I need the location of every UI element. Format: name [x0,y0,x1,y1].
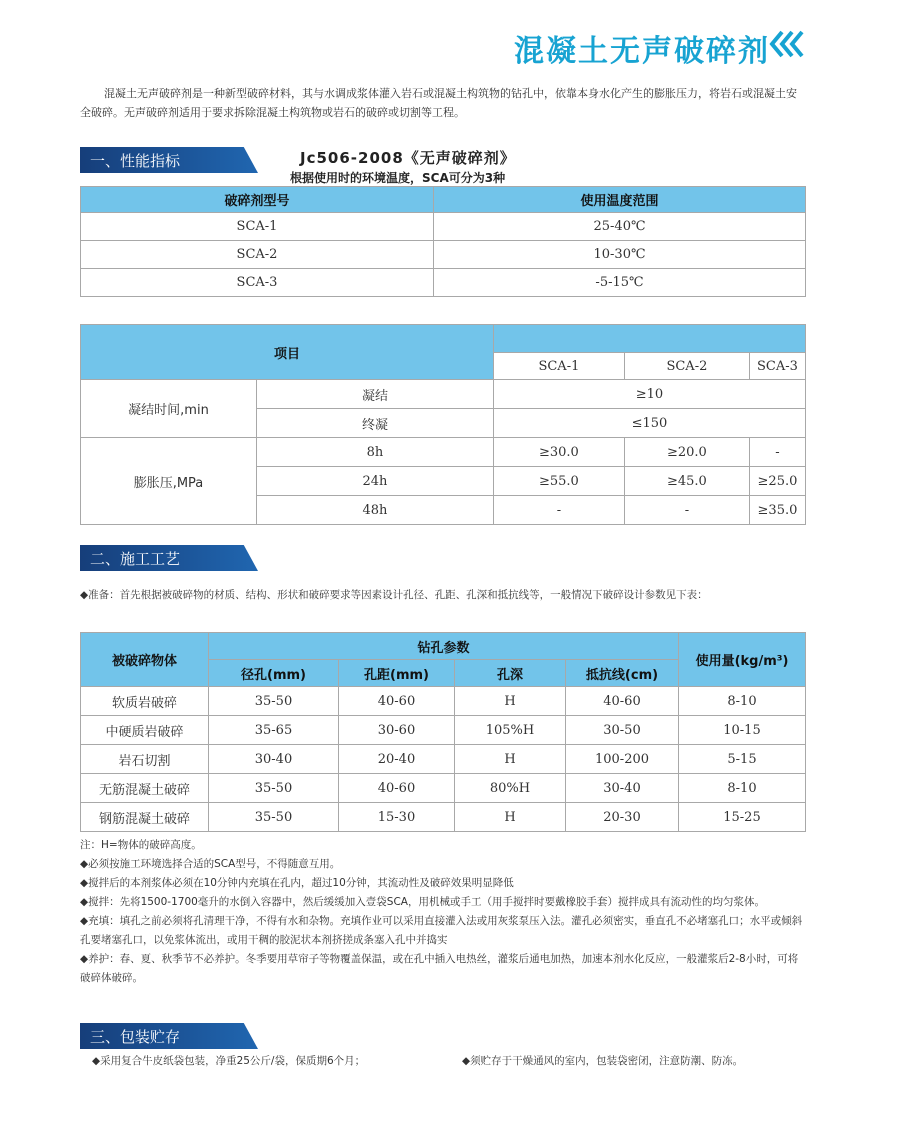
table-cell: H [455,803,566,832]
table-cell: 8-10 [679,774,806,803]
table-cell: 35-50 [209,803,339,832]
table-cell: ≤150 [493,409,805,438]
standard-subtitle: 根据使用时的环境温度，SCA可分为3种 [290,171,506,185]
table-cell: - [749,438,805,467]
table-cell: 30-40 [566,774,679,803]
table-row [81,241,806,269]
table-cell: 5-15 [679,745,806,774]
table-cell: 20-30 [566,803,679,832]
table-header: 孔深 [455,660,566,687]
table-cell: SCA-1 [81,213,434,241]
table-cell: SCA-3 [81,269,434,297]
table-cell: SCA-2 [81,241,434,269]
table-row [81,774,806,803]
table-header: 抵抗线(cm) [566,660,679,687]
temperature-table [80,186,806,297]
table-cell: 30-50 [566,716,679,745]
table-header: 被破碎物体 [81,633,209,687]
table-header: 破碎剂型号 [81,187,434,213]
table-header: 使用量(kg/m³) [679,633,806,687]
table-cell: SCA-1 [493,353,624,380]
intro-paragraph: 混凝土无声破碎剂是一种新型破碎材料，其与水调成浆体灌入岩石或混凝土构筑物的钻孔中，依靠本身水化产生的膨胀压力，将岩石或混凝土安全破碎。无声破碎剂适用于要求拆除混凝土构筑物或岩石的破碎或切割等工程。 [80,87,797,119]
table-cell: H [455,745,566,774]
table-cell: 48h [257,496,494,525]
table-cell: 30-60 [339,716,455,745]
table-header: 径孔(mm) [209,660,339,687]
properties-table [80,324,806,525]
table-row [81,687,806,716]
chevrons-left-icon [768,30,808,58]
table-cell: 软质岩破碎 [81,687,209,716]
table-cell: 40-60 [566,687,679,716]
table-cell: 凝结时间,min [81,380,257,438]
table-cell: 35-65 [209,716,339,745]
table-row [81,745,806,774]
table-cell: 膨胀压,MPa [81,438,257,525]
table-cell: 15-30 [339,803,455,832]
table-row [81,213,806,241]
note-item: ◆必须按施工环境选择合适的SCA型号，不得随意互用。 [80,858,341,870]
notes-block [80,836,805,988]
section-header-construction [80,545,800,571]
table-cell: 35-50 [209,774,339,803]
table-cell: 15-25 [679,803,806,832]
table-cell: 80%H [455,774,566,803]
table-cell: ≥55.0 [493,467,624,496]
table-row [81,803,806,832]
table-cell: - [624,496,749,525]
table-cell: SCA-2 [624,353,749,380]
table-cell: 钢筋混凝土破碎 [81,803,209,832]
page-title: 混凝土无声破碎剂 [514,34,770,69]
storage-note: ◆须贮存于干燥通风的室内，包装袋密闭，注意防潮、防冻。 [462,1055,744,1067]
table-cell: 中硬质岩破碎 [81,716,209,745]
standard-title: Jc506-2008《无声破碎剂》 [300,149,516,167]
table-cell: 25-40℃ [434,213,806,241]
table-cell: ≥45.0 [624,467,749,496]
table-cell: SCA-3 [749,353,805,380]
note-item: ◆养护：春、夏、秋季节不必养护。冬季要用草帘子等物覆盖保温，或在孔中插入电热丝，灌浆后通电加热，加速本剂水化反应，一般灌浆后2-8小时，可将破碎体破碎。 [80,953,799,984]
table-cell: 8-10 [679,687,806,716]
table-row [81,438,806,467]
note-item: ◆充填：填孔之前必须将孔清理干净，不得有水和杂物。充填作业可以采用直接灌入法或用灰浆泵压入法。灌孔必须密实，垂直孔不必堵塞孔口；水平或倾斜孔要堵塞孔口，以免浆体流出，或用干稠的胶泥状本剂挤搓成条塞入孔中并捣实 [80,915,803,946]
note-item: 注：H=物体的破碎高度。 [80,839,202,851]
section-title: 二、施工工艺 [90,550,181,568]
table-cell: 35-50 [209,687,339,716]
packaging-note: ◆采用复合牛皮纸袋包装，净重25公斤/袋，保质期6个月； [92,1055,366,1067]
table-cell: 终凝 [257,409,494,438]
table-cell: 40-60 [339,774,455,803]
drilling-parameters-table [80,632,806,832]
table-header: 项目 [81,325,494,380]
table-cell: 105%H [455,716,566,745]
table-cell: ≥20.0 [624,438,749,467]
section-header-packaging [80,1023,800,1049]
table-cell: 岩石切割 [81,745,209,774]
table-cell: - [493,496,624,525]
table-cell: 24h [257,467,494,496]
section-title: 一、性能指标 [90,152,181,170]
table-header: 孔距(mm) [339,660,455,687]
table-cell: 10-30℃ [434,241,806,269]
table-cell: ≥30.0 [493,438,624,467]
table-cell: 10-15 [679,716,806,745]
table-cell: 40-60 [339,687,455,716]
table-cell: ≥35.0 [749,496,805,525]
table-header: 钻孔参数 [209,633,679,660]
table-cell: -5-15℃ [434,269,806,297]
table-row [81,269,806,297]
table-cell: 8h [257,438,494,467]
table-cell: ≥10 [493,380,805,409]
table-header: 使用温度范围 [434,187,806,213]
section-title: 三、包装贮存 [90,1028,181,1046]
prep-paragraph: ◆准备：首先根据被破碎物的材质、结构、形状和破碎要求等因素设计孔径、孔距、孔深和抵抗线等，一般情况下破碎设计参数见下表： [80,589,708,601]
table-header-blank [493,325,805,353]
table-cell: 无筋混凝土破碎 [81,774,209,803]
table-cell: 100-200 [566,745,679,774]
table-row [81,716,806,745]
note-item: ◆搅拌：先将1500-1700毫升的水倒入容器中，然后缓缓加入壹袋SCA，用机械或手工（用手搅拌时要戴橡胶手套）搅拌成具有流动性的均匀浆体。 [80,896,765,908]
table-cell: 凝结 [257,380,494,409]
note-item: ◆搅拌后的本剂浆体必须在10分钟内充填在孔内，超过10分钟，其流动性及破碎效果明显降低 [80,877,514,889]
table-cell: H [455,687,566,716]
table-row [81,380,806,409]
table-cell: ≥25.0 [749,467,805,496]
table-cell: 30-40 [209,745,339,774]
table-cell: 20-40 [339,745,455,774]
